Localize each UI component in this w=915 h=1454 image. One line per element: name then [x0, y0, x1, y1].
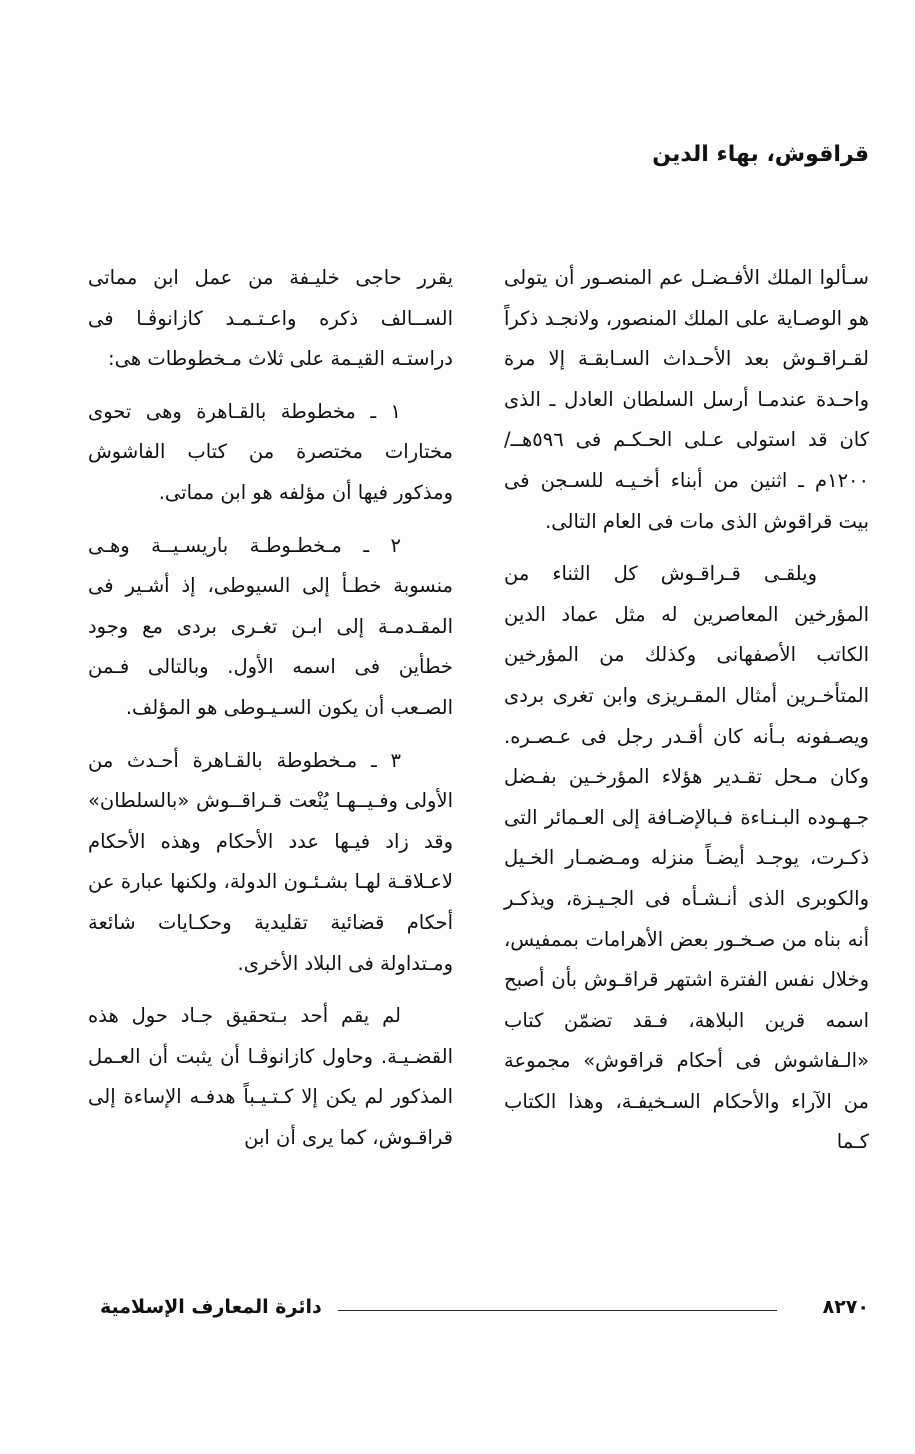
paragraph: ٢ ـ مـخطـوطـة باريسـيــة وهـى منسوبة خطـأ إلى السيوطى، إذ أشـير فى المقـدمـة إلى ابـن تغـرى بردى مع وجود خطأين فى اسمه الأول. وبالتالى فـمن الصـعب أن يكون السـيـوطى هو المؤلف. — [88, 533, 453, 719]
paragraph: سـألوا الملك الأفـضـل عم المنصـور أن يتولى هو الوصـاية على الملك المنصور، ولانجـد ذكراً لقـراقـوش بعد الأحـداث السـابقـة إلا مرة واحـدة عندمـا أرسل السلطان العادل ـ الذى كان قد استولى عـلى الحـكـم فى ٥٩٦هــ/١٢٠٠م ـ اثنين من أبناء أخـيـه للسـجن فى بيت قراقوش الذى مات فى العام التالى. — [504, 266, 869, 533]
text-column-left — [88, 258, 453, 1170]
journal-title: دائرة المعارف الإسلامية — [100, 1296, 322, 1318]
running-header: قراقوش، بهاء الدين — [652, 142, 869, 167]
page-footer — [100, 1296, 869, 1326]
paragraph: ويلقـى قـراقـوش كل الثناء من المؤرخين المعاصرين له مثل عماد الدين الكاتب الأصفهانى وكذلك من المؤرخين المتأخـرين أمثال المقـريزى وابن تغرى بردى ويصـفونه بـأنه كان أقـدر رجل فى عـصـره. وكان مـحل تقـدير هؤلاء المؤرخـين بفـضل جـهـوده البـنـاءة فـبالإضـافة إلى العـمائر التى ذكـرت، يوجـد أيضـاً منزله ومـضمـار الخـيل والكوبرى الذى أنـشـأه فى الجـيـزة، ويذكـر أنه بناه من صـخـور بعض الأهرامات بممفيس، وخلال نفس الفترة اشتهر قراقـوش بأن أصبح اسمه قرين البلاهة، فـقد تضمّن كتاب «الـفاشوش فى أحكام قراقوش» مجموعة من الآراء والأحكام السـخيفـة، وهذا الكتاب كـما — [504, 562, 869, 1154]
page-number: ٨٢٧٠ — [822, 1296, 869, 1318]
text-column-right — [504, 258, 869, 1175]
footer-divider — [338, 1310, 777, 1311]
paragraph: لم يقم أحد بـتحقيق جـاد حول هذه القضـيـة. وحاول كازانوڤـا أن يثبت أن العـمل المذكور لم يكن إلا كـتـيـباً هدفـه الإساءة إلى قراقـوش، كما يرى أن ابن — [88, 1004, 453, 1149]
paragraph: يقرر حاجى خليـفة من عمل ابن مماتى الســالف ذكره واعـتـمـد كازانوڤـا فى دراستـه القيـمة على ثلاث مـخطوطات هى: — [88, 266, 453, 371]
paragraph: ٣ ـ مـخطوطة بالقـاهرة أحـدث من الأولى وفـيــهـا يُنْعت قـراقــوش «بالسلطان» وقد زاد فيـها عدد الأحكام وهذه الأحكام لاعـلاقـة لهـا بشـئـون الدولة، ولكنها عبارة عن أحكام قضائية تقليدية وحكـايات شائعة ومـتداولة فى البلاد الأخرى. — [88, 748, 453, 975]
paragraph: ١ ـ مخطوطة بالقـاهرة وهى تحوى مختارات مختصرة من كتاب الفاشوش ومذكور فيها أن مؤلفه هو ابن مماتى. — [88, 399, 453, 504]
